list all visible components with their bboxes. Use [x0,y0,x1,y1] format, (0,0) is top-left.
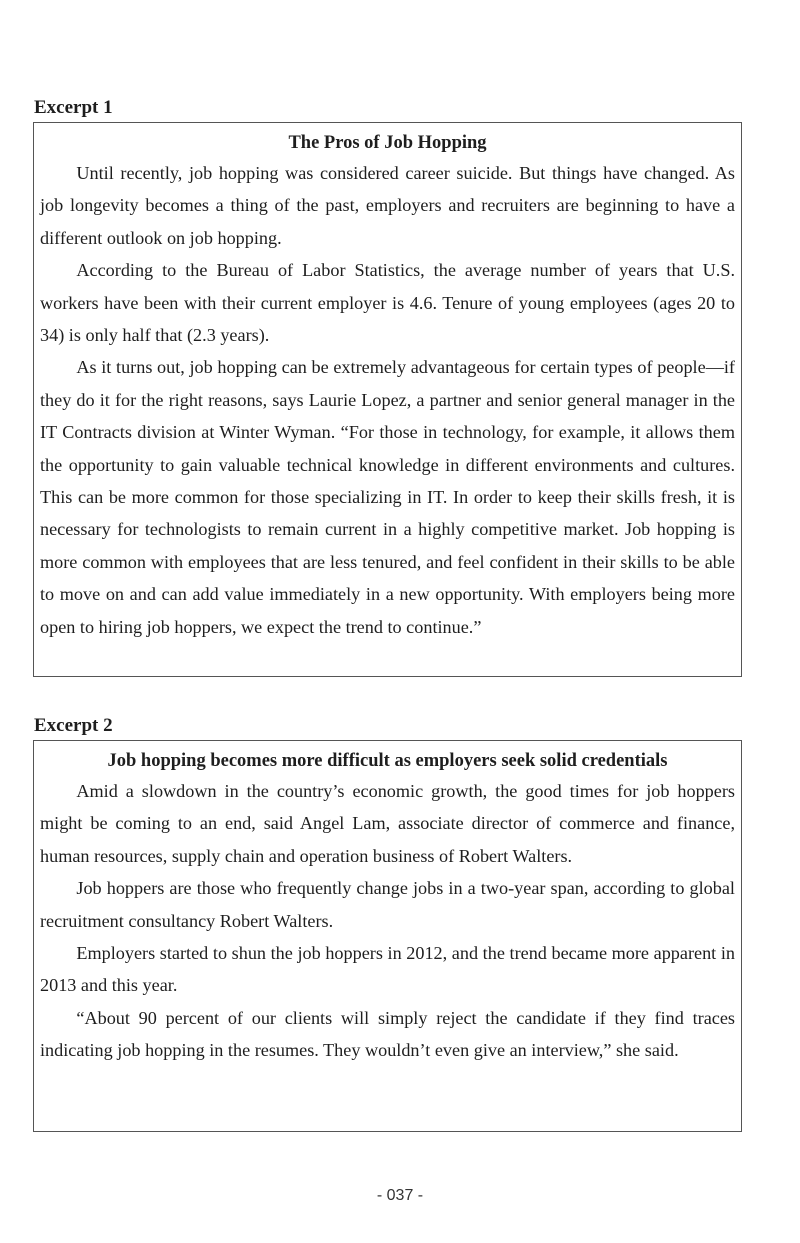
excerpt-1-paragraph-2: According to the Bureau of Labor Statistics, the average number of years that U.S. workers have been with their current employer is 4.6. Tenure of young employees (ages 20 to 34) is only half that (2.3 years). [40,260,735,346]
excerpt-2-box [33,740,742,1132]
excerpt-2-paragraph-2: Job hoppers are those who frequently change jobs in a two-year span, according to global recruitment consultancy Robert Walters. [40,878,735,931]
excerpt-2-title: Job hopping becomes more difficult as employers seek solid credentials [107,751,668,771]
excerpt-2-paragraph-4: “About 90 percent of our clients will simply reject the candidate if they find traces indicating job hopping in the resumes. They wouldn’t even give an interview,” she said. [40,1007,735,1061]
excerpt-2-label: Excerpt 2 [34,715,113,736]
page-number: - 037 - [376,1187,424,1204]
excerpt-1-paragraph-1: Until recently, job hopping was considered career suicide. But things have changed. As job longevity becomes a thing of the past, employers and recruiters are beginning to have a different outlook on job hopping. [40,163,735,248]
excerpt-2-paragraph-3: Employers started to shun the job hoppers in 2012, and the trend became more apparent in 2013 and this year. [40,943,735,996]
excerpt-1-title: The Pros of Job Hopping [288,133,487,153]
excerpt-1-box [33,122,742,677]
excerpt-1-label: Excerpt 1 [34,97,113,118]
excerpt-1-paragraph-3: As it turns out, job hopping can be extremely advantageous for certain types of people—if they do it for the right reasons, says Laurie Lopez, a partner and senior general manager in the IT Contracts division at Winter Wyman. “For those in technology, for example, it allows them the opportunity to gain valuable technical knowledge in different environments and cultures. This can be more common for those specializing in IT. In order to keep their skills fresh, it is necessary for technologists to remain current in a highly competitive market. Job hopping is more common with employees that are less tenured, and feel confident in their skills to be able to move on and can add value immediately in a new opportunity. With employers being more open to hiring job hoppers, we expect the trend to continue.” [40,357,735,637]
excerpt-2-paragraph-1: Amid a slowdown in the country’s economic growth, the good times for job hoppers might be coming to an end, said Angel Lam, associate director of commerce and finance, human resources, supply chain and operation business of Robert Walters. [40,781,735,866]
